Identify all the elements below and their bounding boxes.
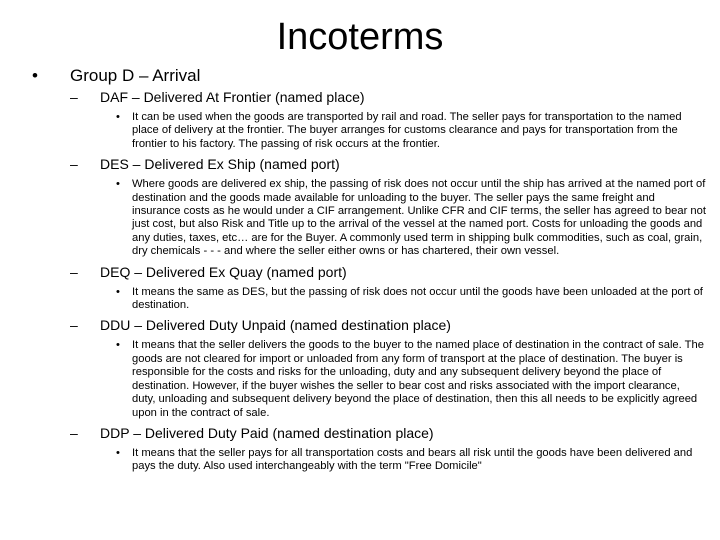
term-detail-text: It means the same as DES, but the passing of risk does not occur until the goods have been unloaded at the port of destination.	[132, 285, 703, 312]
term-heading	[70, 156, 710, 173]
dash-icon: –	[70, 424, 78, 441]
term-detail	[70, 111, 710, 151]
dash-icon: –	[70, 263, 78, 280]
bullet-icon: •	[116, 178, 120, 191]
term-detail-text: Where goods are delivered ex ship, the passing of risk does not occur until the ship has arrived at the named port of destination and the goods made available for unloading to the buyer. The seller pays the same freight and insurance costs as he would under a CIF arrangement. Unlike CFR and CIF terms, the seller has agreed to bear not just cost, but also Risk and Title up to the arrival of the vessel at the named port. Costs for unloading the goods and any duties, taxes, etc… are for the Buyer. A commonly used term in shipping bulk commodities, such as coal, grain, dry chemicals - - - and where the seller either owns or has chartered, their own vessel.	[132, 178, 706, 258]
term-detail-text: It can be used when the goods are transported by rail and road. The seller pays for transportation to the named place of delivery at the frontier. The buyer arranges for customs clearance and pays for transportation from the frontier to his factory. The passing of risk occurs at the frontier.	[132, 111, 682, 150]
term-detail-text: It means that the seller delivers the goods to the buyer to the named place of destination in the contract of sale. The goods are not cleared for import or unloaded from any form of transport at the place of destination. The buyer is responsible for the costs and risks for the unloading, duty and any subsequent delivery beyond the place of destination. However, if the buyer wishes the seller to bear cost and risks associated with the import clearance, duty, unloading and subsequent delivery beyond the place of destination, then this all needs to be explicitly agreed upon in the contract of sale.	[132, 339, 704, 419]
term-detail	[70, 286, 710, 313]
terms-list	[70, 89, 710, 479]
term-detail	[70, 447, 710, 474]
term-heading-text: DAF – Delivered At Frontier (named place)	[100, 89, 365, 105]
dash-icon: –	[70, 156, 78, 173]
term-heading-text: DDP – Delivered Duty Paid (named destination place)	[100, 424, 434, 441]
term-ddp	[70, 425, 710, 474]
bullet-icon: •	[116, 111, 120, 123]
term-heading	[70, 317, 710, 334]
term-heading-text: DDU – Delivered Duty Unpaid (named destination place)	[100, 317, 451, 334]
term-ddu	[70, 317, 710, 419]
term-heading-text: DEQ – Delivered Ex Quay (named port)	[100, 263, 347, 280]
term-heading	[70, 264, 710, 281]
term-heading-text: DES – Delivered Ex Ship (named port)	[100, 156, 340, 173]
term-deq	[70, 264, 710, 313]
bullet-icon: •	[32, 66, 38, 85]
term-heading	[70, 425, 710, 442]
dash-icon: –	[70, 89, 78, 105]
group-label: Group D – Arrival	[70, 66, 201, 85]
slide-title: Incoterms	[276, 16, 444, 58]
term-heading	[70, 89, 710, 106]
term-detail-text: It means that the seller pays for all transportation costs and bears all risk until the goods have been delivered and pays the duty. Also used interchangeably with the term "Free Domicile"	[132, 446, 693, 473]
bullet-icon: •	[116, 285, 120, 298]
term-detail	[70, 178, 710, 258]
term-detail	[70, 339, 710, 419]
bullet-icon: •	[116, 339, 120, 352]
term-des	[70, 156, 710, 258]
bullet-icon: •	[116, 446, 120, 459]
term-daf	[70, 89, 710, 151]
dash-icon: –	[70, 317, 78, 334]
